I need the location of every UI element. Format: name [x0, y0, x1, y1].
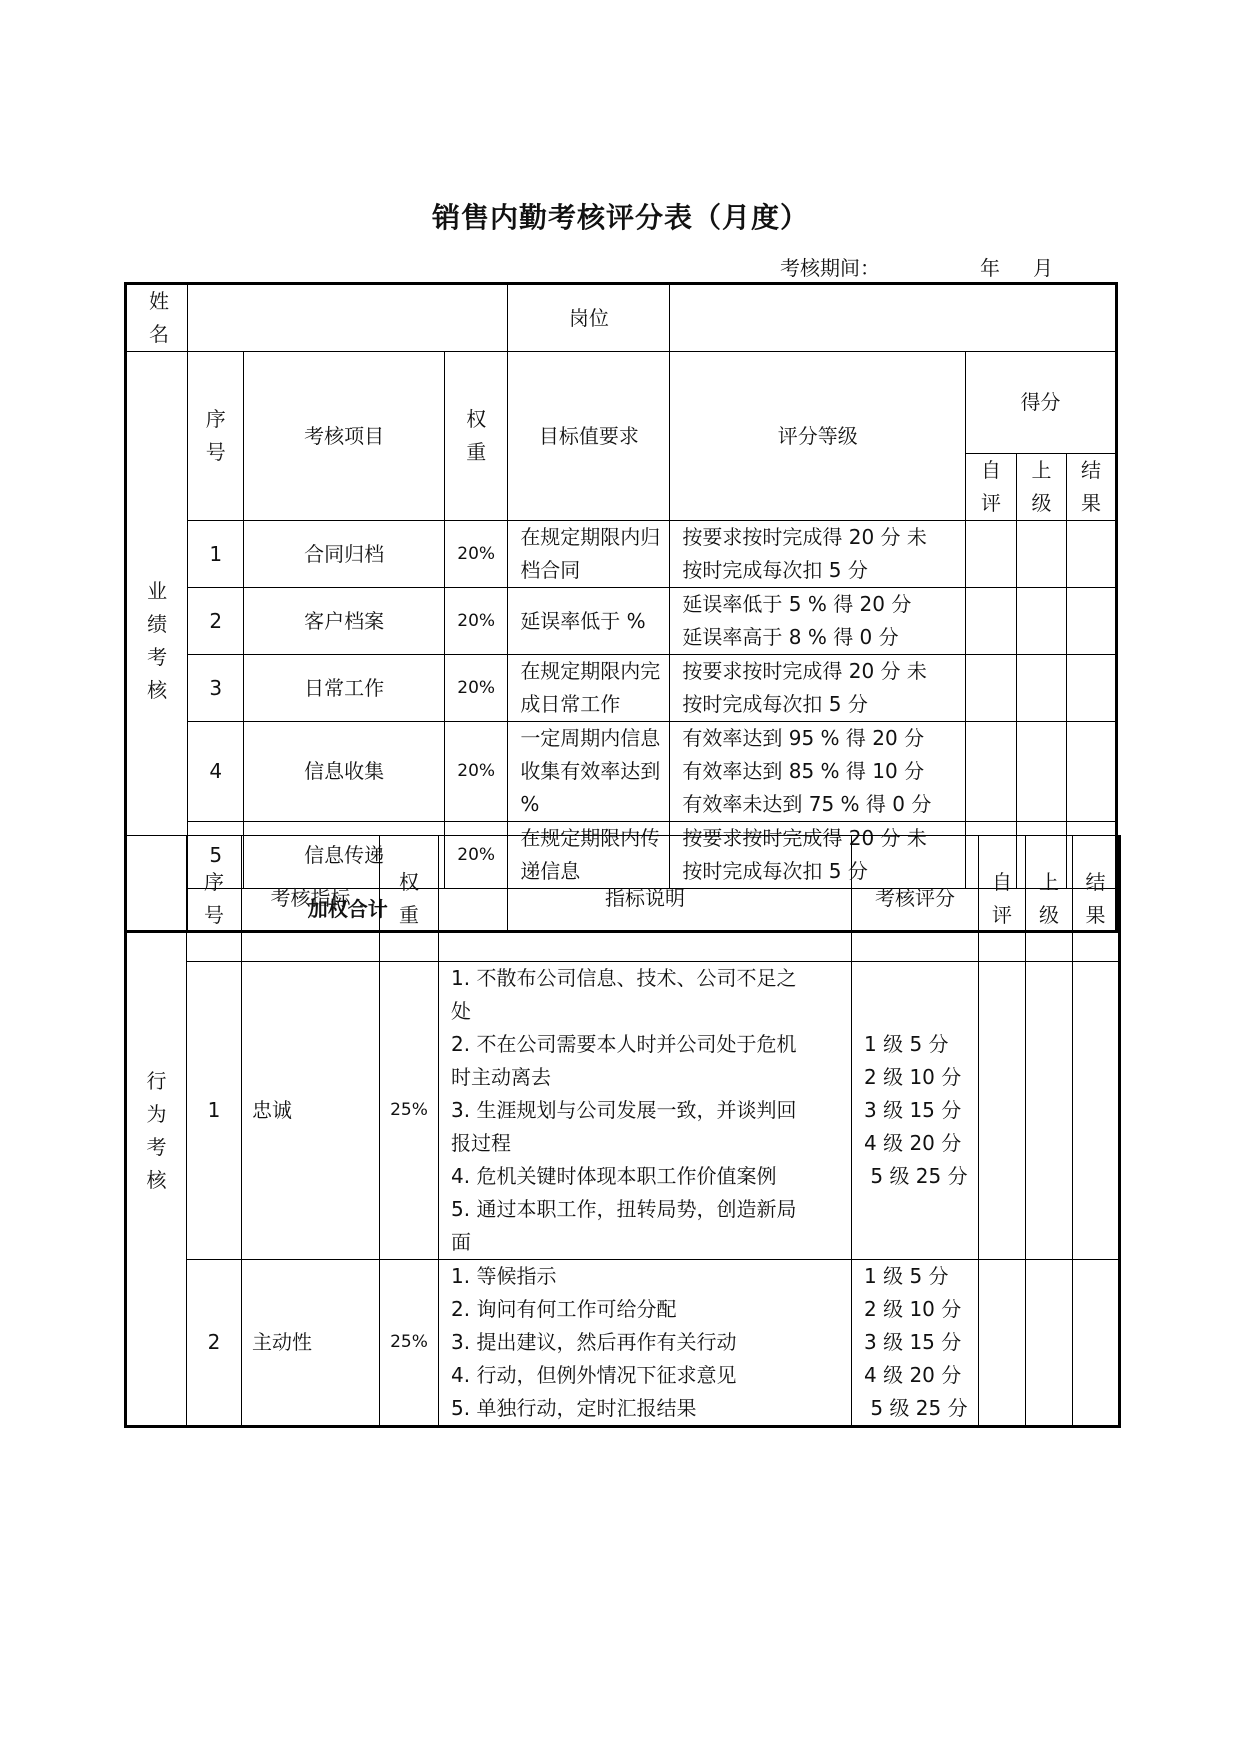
period-month-label: 月: [1033, 256, 1053, 280]
score-self[interactable]: [966, 655, 1017, 722]
header-weight: 权 重: [380, 836, 439, 962]
table-row: [126, 588, 1117, 655]
row-grade: 延误率低于 5 % 得 20 分 延误率高于 8 % 得 0 分: [670, 588, 966, 655]
row-no: 2: [187, 1260, 242, 1427]
weighted-total-label: 加权合计: [188, 889, 508, 932]
score-self[interactable]: [966, 588, 1017, 655]
header-grade: 评分等级: [670, 352, 966, 521]
row-target: 在规定期限内归 档合同: [508, 521, 670, 588]
score-result[interactable]: [1066, 722, 1116, 822]
score-result[interactable]: [1073, 962, 1120, 1260]
performance-section-label: 业 绩 考 核: [126, 352, 188, 932]
name-value[interactable]: [188, 284, 508, 352]
period-year-label: 年: [980, 256, 1000, 280]
row-grade: 按要求按时完成得 20 分 未 按时完成每次扣 5 分: [670, 822, 966, 889]
name-label: 姓名: [126, 284, 188, 352]
row-weight: 20%: [445, 588, 508, 655]
row-grade: 按要求按时完成得 20 分 未 按时完成每次扣 5 分: [670, 655, 966, 722]
score-self[interactable]: [966, 521, 1017, 588]
table-row: [126, 722, 1117, 822]
period-label: 考核期间：: [780, 256, 880, 280]
row-item: 合同归档: [244, 521, 445, 588]
row-weight: 25%: [380, 1260, 439, 1427]
header-superior: 上 级: [1026, 836, 1073, 962]
row-rating: 1 级 5 分 2 级 10 分 3 级 15 分 4 级 20 分 5 级 25 分: [852, 962, 979, 1260]
document-title: 销售内勤考核评分表（月度）: [431, 201, 809, 234]
score-superior[interactable]: [1026, 1260, 1073, 1427]
header-self: 自 评: [966, 454, 1017, 521]
score-self[interactable]: [979, 1260, 1026, 1427]
row-desc: 1. 等候指示 2. 询问有何工作可给分配 3. 提出建议，然后再作有关行动 4. 行动，但例外情况下征求意见 5. 单独行动，定时汇报结果: [439, 1260, 852, 1427]
row-no: 3: [188, 655, 244, 722]
row-weight: 20%: [445, 655, 508, 722]
header-weight: 权 重: [445, 352, 508, 521]
score-superior[interactable]: [1017, 588, 1067, 655]
row-no: 5: [188, 822, 244, 889]
header-desc: 指标说明: [439, 836, 852, 962]
table-row: [126, 521, 1117, 588]
score-superior[interactable]: [1017, 722, 1067, 822]
row-target: 在规定期限内传 递信息: [508, 822, 670, 889]
score-result[interactable]: [1073, 1260, 1120, 1427]
review-period: [780, 252, 1053, 281]
row-item: 客户档案: [244, 588, 445, 655]
row-target: 一定周期内信息 收集有效率达到 %: [508, 722, 670, 822]
header-score: 得分: [966, 352, 1117, 454]
score-self[interactable]: [979, 962, 1026, 1260]
header-superior: 上 级: [1017, 454, 1067, 521]
score-superior[interactable]: [1017, 521, 1067, 588]
table-row: [126, 962, 1120, 1260]
row-weight: 20%: [445, 521, 508, 588]
row-indicator: 忠诚: [242, 962, 380, 1260]
row-indicator: 主动性: [242, 1260, 380, 1427]
row-weight: 20%: [445, 822, 508, 889]
score-self[interactable]: [966, 722, 1017, 822]
score-result[interactable]: [1066, 588, 1116, 655]
header-item: 考核项目: [244, 352, 445, 521]
header-result: 结 果: [1073, 836, 1120, 962]
row-target: 延误率低于 %: [508, 588, 670, 655]
row-item: 日常工作: [244, 655, 445, 722]
row-target: 在规定期限内完 成日常工作: [508, 655, 670, 722]
row-no: 2: [188, 588, 244, 655]
header-result: 结 果: [1066, 454, 1116, 521]
post-value[interactable]: [670, 284, 1117, 352]
row-no: 1: [188, 521, 244, 588]
row-no: 4: [188, 722, 244, 822]
row-desc: 1. 不散布公司信息、技术、公司不足之 处 2. 不在公司需要本人时并公司处于危机 时主动离去 3. 生涯规划与公司发展一致，并谈判回 报过程 4. 危机关键时体现本职工作价值案例 5. 通过本职工作，扭转局势，创造新局 面: [439, 962, 852, 1260]
post-label: 岗位: [508, 284, 670, 352]
score-result[interactable]: [1066, 655, 1116, 722]
score-superior[interactable]: [1026, 962, 1073, 1260]
row-weight: 20%: [445, 722, 508, 822]
row-weight: 25%: [380, 962, 439, 1260]
header-no: 序 号: [188, 352, 244, 521]
header-self: 自 评: [979, 836, 1026, 962]
score-superior[interactable]: [1017, 655, 1067, 722]
header-no: 序 号: [187, 836, 242, 962]
header-indicator: 考核指标: [242, 836, 380, 962]
table-row: [126, 655, 1117, 722]
table-row: [126, 1260, 1120, 1427]
row-item: 信息收集: [244, 722, 445, 822]
score-result[interactable]: [1066, 521, 1116, 588]
behavior-section-label: 行 为 考 核: [126, 836, 187, 1427]
behavior-table: [124, 835, 1121, 1428]
row-item: 信息传递: [244, 822, 445, 889]
row-no: 1: [187, 962, 242, 1260]
row-grade: 有效率达到 95 % 得 20 分 有效率达到 85 % 得 10 分 有效率未达到 75 % 得 0 分: [670, 722, 966, 822]
header-target: 目标值要求: [508, 352, 670, 521]
row-grade: 按要求按时完成得 20 分 未 按时完成每次扣 5 分: [670, 521, 966, 588]
header-rating: 考核评分: [852, 836, 979, 962]
row-rating: 1 级 5 分 2 级 10 分 3 级 15 分 4 级 20 分 5 级 25 分: [852, 1260, 979, 1427]
